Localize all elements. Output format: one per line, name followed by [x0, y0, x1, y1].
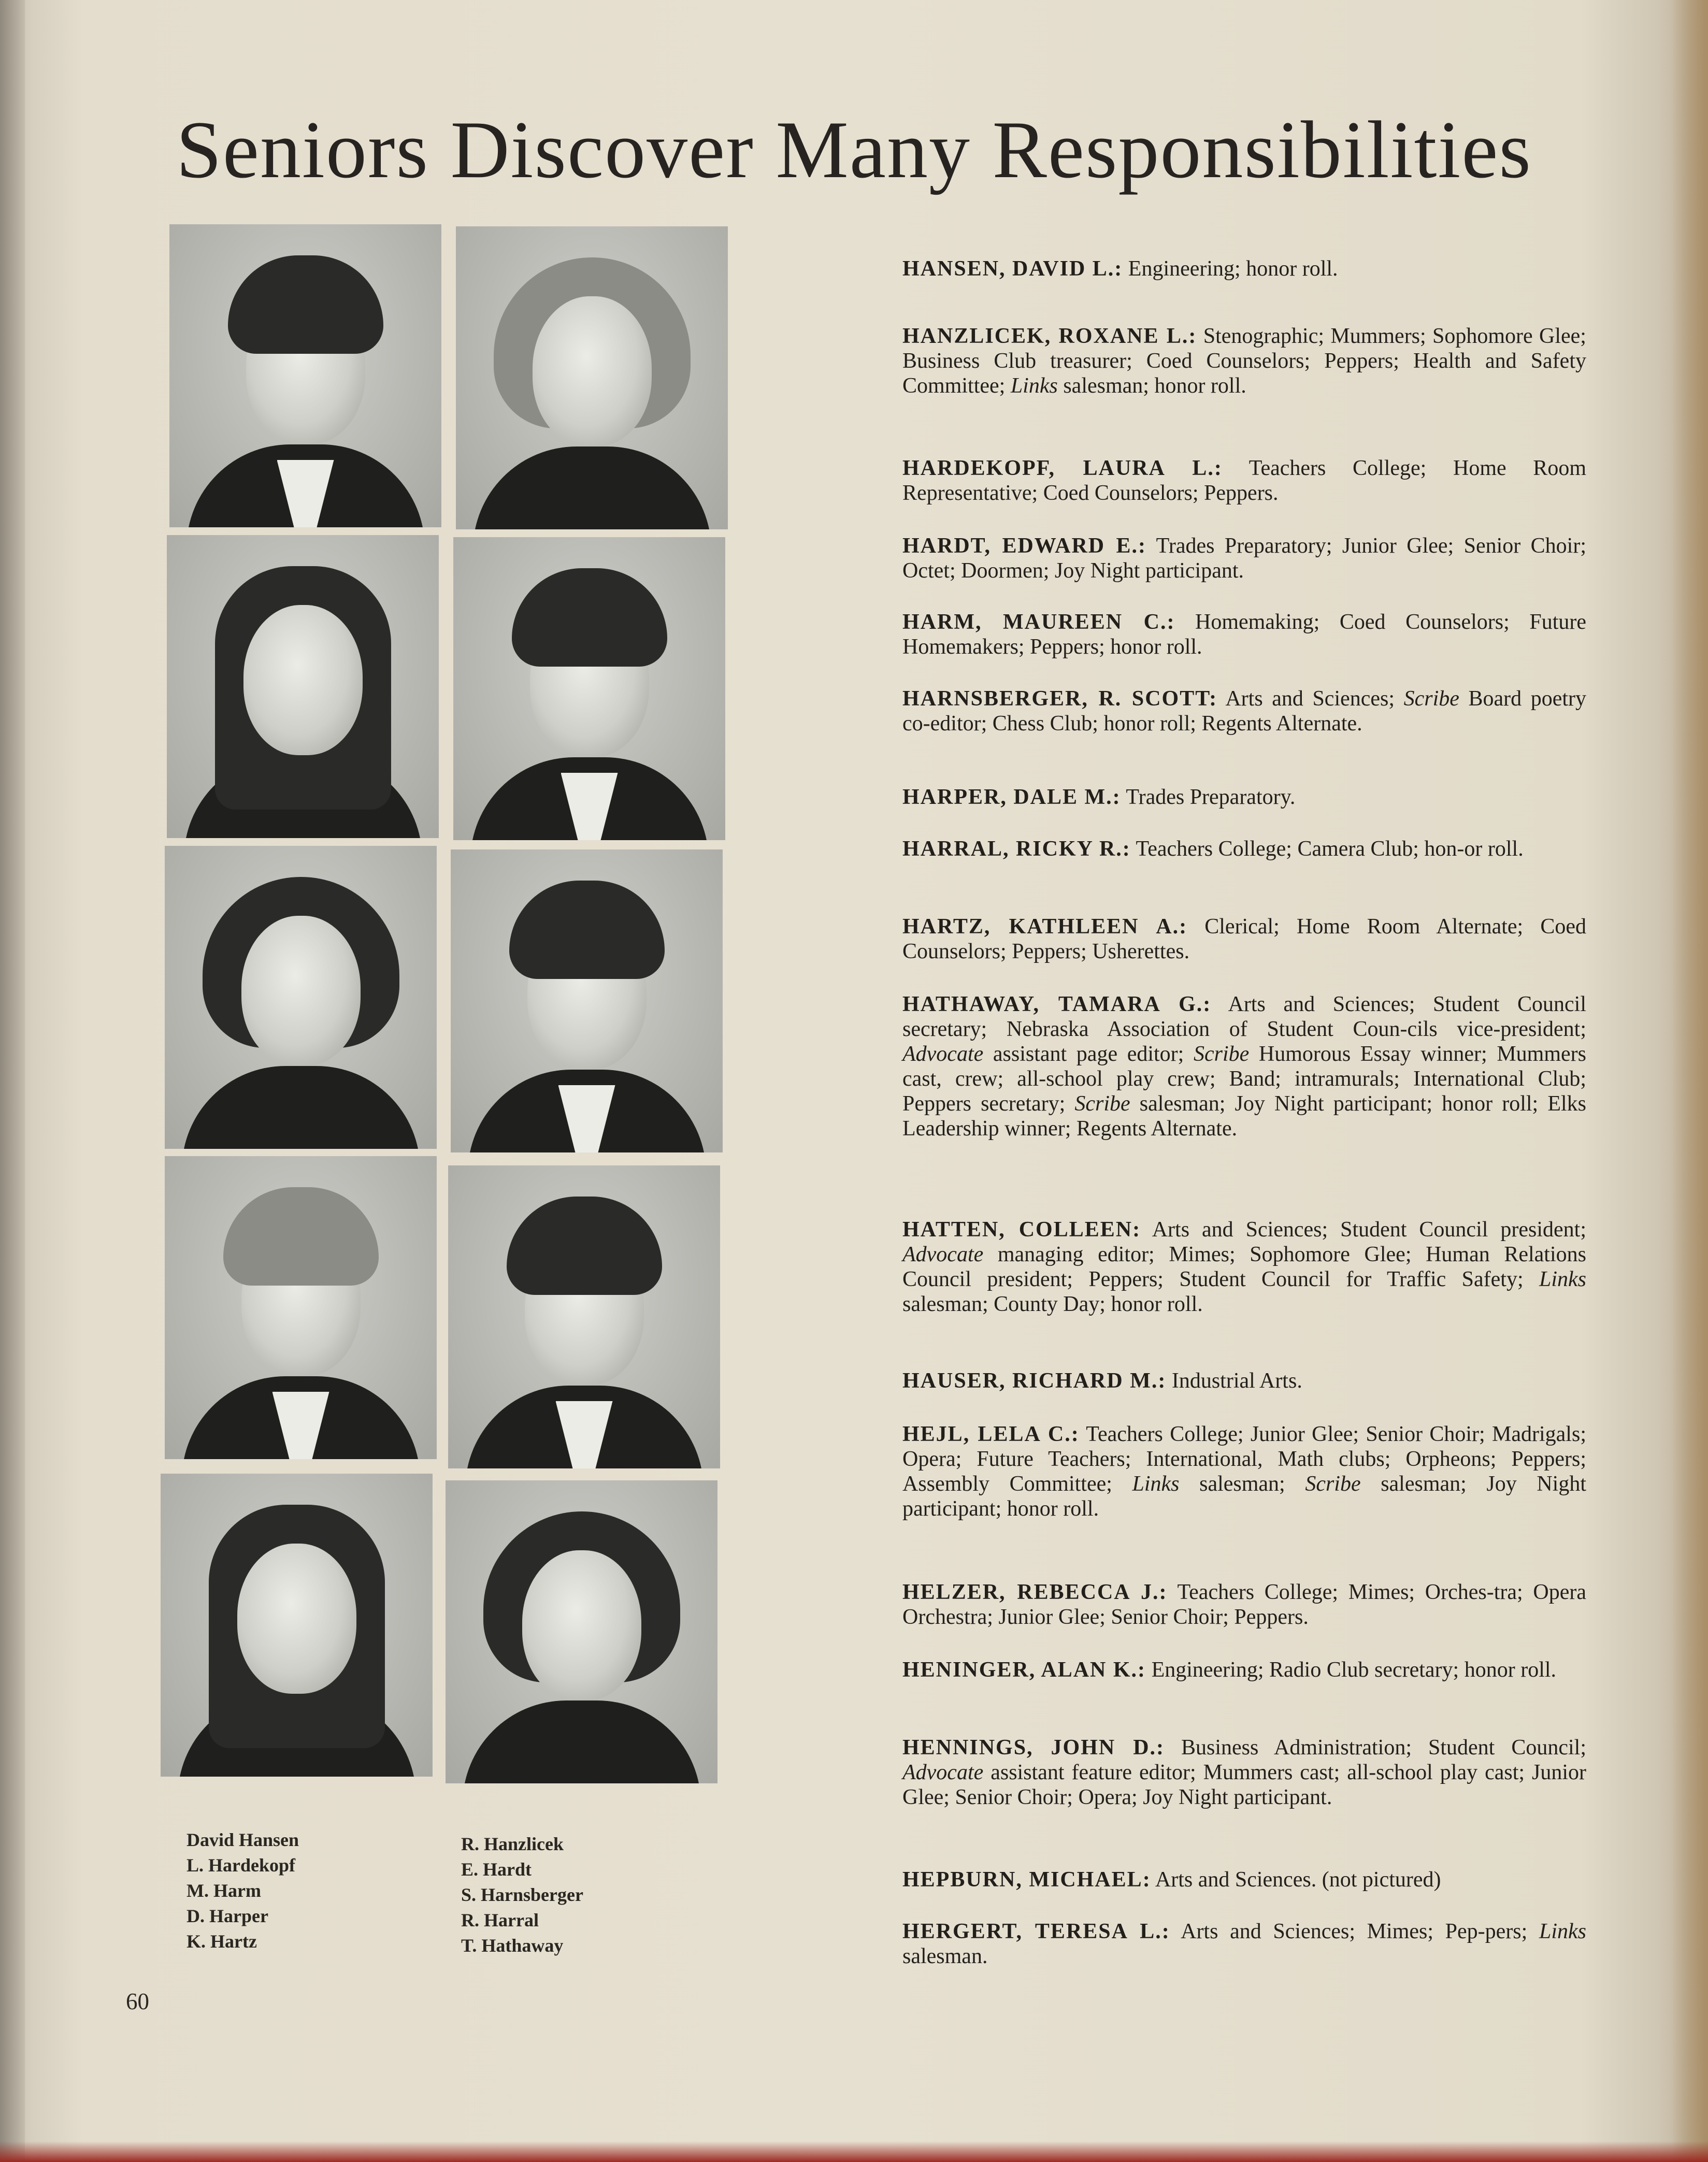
bio-entry [902, 1580, 1586, 1630]
bio-text: Homemaking; Coed Counselors; Future Homemakers; Peppers; honor roll. [902, 610, 1586, 659]
caption-name: M. Harm [186, 1880, 261, 1901]
bio-entry [902, 686, 1586, 736]
cover-edge [0, 2141, 1708, 2162]
portrait-k-hartz [161, 1474, 433, 1777]
bio-text: managing editor; Mimes; Sophomore Glee; Human Relations Council president; Peppers; Student Council for Traffic Safety; [902, 1243, 1586, 1291]
bio-entry [902, 992, 1586, 1141]
bio-entry [902, 1735, 1586, 1810]
portrait-e-hardt [453, 537, 725, 840]
bio-text: Arts and Sciences. (not pictured) [1151, 1868, 1441, 1892]
bio-entry [902, 1657, 1586, 1682]
portrait-d-harper [165, 1156, 437, 1459]
bio-text: salesman; [1179, 1472, 1305, 1496]
bio-italic: Links [1539, 1920, 1586, 1943]
bio-text: Trades Preparatory. [1121, 785, 1296, 809]
bio-name: HARNSBERGER, R. SCOTT: [902, 687, 1218, 711]
bio-italic: Advocate [902, 1042, 984, 1066]
bio-text: Teachers College; Junior Glee; Senior Choir; Madrigals; Opera; Future Teachers; International, Math clubs; Orpheons; Peppers; Assembly Committee; [902, 1422, 1586, 1496]
bio-italic: Scribe [1305, 1472, 1361, 1496]
bio-entry [902, 324, 1586, 398]
portrait-david-hansen [169, 224, 441, 527]
page-edge [1672, 0, 1708, 2162]
caption-name: R. Hanzlicek [461, 1834, 564, 1854]
portrait-r-hanzlicek [456, 226, 728, 529]
caption-name: K. Hartz [186, 1931, 257, 1952]
bio-text: assistant feature editor; Mummers cast; all-school play cast; Junior Glee; Senior Choir; Opera; Joy Night participant. [902, 1761, 1586, 1809]
bio-text: Engineering; Radio Club secretary; honor roll. [1146, 1658, 1557, 1682]
bio-italic: Advocate [902, 1243, 984, 1266]
bio-entry [902, 1217, 1586, 1317]
bio-name: HAUSER, RICHARD M.: [902, 1369, 1167, 1393]
bio-entry [902, 837, 1586, 861]
bio-text: salesman; County Day; honor roll. [902, 1292, 1203, 1316]
caption-left-column [186, 1827, 299, 1954]
caption-name: R. Harral [461, 1910, 539, 1930]
page-number: 60 [126, 1988, 149, 2014]
bio-name: HARDEKOPF, LAURA L.: [902, 456, 1223, 480]
bio-text: salesman; Joy Night participant; honor roll; Elks Leadership winner; Regents Alternate. [902, 1092, 1586, 1141]
bio-entry [902, 456, 1586, 506]
bio-text: Engineering; honor roll. [1123, 257, 1338, 281]
bio-name: HERGERT, TERESA L.: [902, 1920, 1170, 1943]
portrait-l-hardekopf [167, 535, 439, 838]
bio-entry [902, 1919, 1586, 1969]
bio-name: HARRAL, RICKY R.: [902, 837, 1131, 861]
bio-text: Business Administration; Student Council; [1165, 1736, 1586, 1760]
bio-name: HATHAWAY, TAMARA G.: [902, 992, 1212, 1016]
bio-text: Stenographic; Mummers; Sophomore Glee; Business Club treasurer; Coed Counselors; Peppers; Health and Safety Committee; [902, 324, 1586, 398]
bio-entry [902, 256, 1586, 281]
bio-text: Teachers College; Home Room Representative; Coed Counselors; Peppers. [902, 456, 1586, 505]
bio-text: Arts and Sciences; Mimes; Pep-pers; [1170, 1920, 1539, 1943]
portrait-s-harnsberger [451, 849, 723, 1152]
bio-entry [902, 1867, 1586, 1892]
bio-italic: Scribe [1193, 1042, 1250, 1066]
portrait-r-harral [448, 1165, 720, 1468]
caption-name: David Hansen [186, 1829, 299, 1850]
bio-text: salesman. [902, 1944, 988, 1968]
portrait-m-harm [165, 846, 437, 1149]
bio-text: assistant page editor; [983, 1042, 1194, 1066]
bio-text: Teachers College; Mimes; Orches-tra; Opera Orchestra; Junior Glee; Senior Choir; Peppers. [902, 1580, 1586, 1629]
bio-text: Clerical; Home Room Alternate; Coed Counselors; Peppers; Usherettes. [902, 915, 1586, 963]
caption-name: L. Hardekopf [186, 1855, 296, 1876]
bio-entry [902, 1368, 1586, 1393]
caption-name: D. Harper [186, 1906, 268, 1926]
portrait-t-hathaway [446, 1480, 717, 1783]
bio-italic: Links [1010, 374, 1058, 398]
bio-name: HARDT, EDWARD E.: [902, 534, 1147, 558]
bio-entry [902, 610, 1586, 659]
caption-name: E. Hardt [461, 1859, 532, 1880]
bio-italic: Links [1132, 1472, 1180, 1496]
caption-name: S. Harnsberger [461, 1884, 583, 1905]
bio-name: HELZER, REBECCA J.: [902, 1580, 1168, 1604]
bio-italic: Scribe [1074, 1092, 1130, 1116]
bio-name: HARM, MAUREEN C.: [902, 610, 1175, 634]
bio-name: HEJL, LELA C.: [902, 1422, 1080, 1446]
bio-name: HARPER, DALE M.: [902, 785, 1121, 809]
bio-entry [902, 1422, 1586, 1521]
bio-text: Trades Preparatory; Junior Glee; Senior Choir; Octet; Doormen; Joy Night participant. [902, 534, 1586, 583]
bio-text: salesman; honor roll. [1057, 374, 1246, 398]
caption-name: T. Hathaway [461, 1935, 564, 1956]
bio-name: HARTZ, KATHLEEN A.: [902, 915, 1188, 939]
bio-name: HATTEN, COLLEEN: [902, 1218, 1141, 1242]
bio-name: HENNINGS, JOHN D.: [902, 1736, 1165, 1760]
bio-name: HANZLICEK, ROXANE L.: [902, 324, 1197, 348]
bio-italic: Advocate [902, 1761, 984, 1784]
bio-text: Humorous Essay winner; Mummers cast, crew; all-school play crew; Band; intramurals; International Club; Peppers secretary; [902, 1042, 1586, 1116]
caption-right-column [461, 1832, 583, 1958]
bio-italic: Scribe [1403, 687, 1459, 711]
bio-entry [902, 914, 1586, 964]
bio-text: Board poetry co-editor; Chess Club; honor roll; Regents Alternate. [902, 687, 1586, 736]
bio-text: Arts and Sciences; Student Council secretary; Nebraska Association of Student Coun-cils vice-president; [902, 992, 1587, 1041]
bio-name: HEPBURN, MICHAEL: [902, 1868, 1151, 1892]
bio-entry [902, 785, 1586, 810]
bio-entry [902, 534, 1586, 583]
bio-name: HENINGER, ALAN K.: [902, 1658, 1146, 1682]
binding-gutter [0, 0, 25, 2162]
bio-name: HANSEN, DAVID L.: [902, 257, 1123, 281]
bio-text: Industrial Arts. [1166, 1369, 1302, 1393]
bio-text: Arts and Sciences; [1217, 687, 1404, 711]
bio-italic: Links [1539, 1267, 1586, 1291]
page-headline: Seniors Discover Many Responsibilities [176, 105, 1532, 195]
bio-text: Arts and Sciences; Student Council president; [1141, 1218, 1586, 1242]
bio-text: Teachers College; Camera Club; hon-or roll. [1130, 837, 1524, 861]
bio-text: salesman; Joy Night participant; honor roll. [902, 1472, 1587, 1521]
